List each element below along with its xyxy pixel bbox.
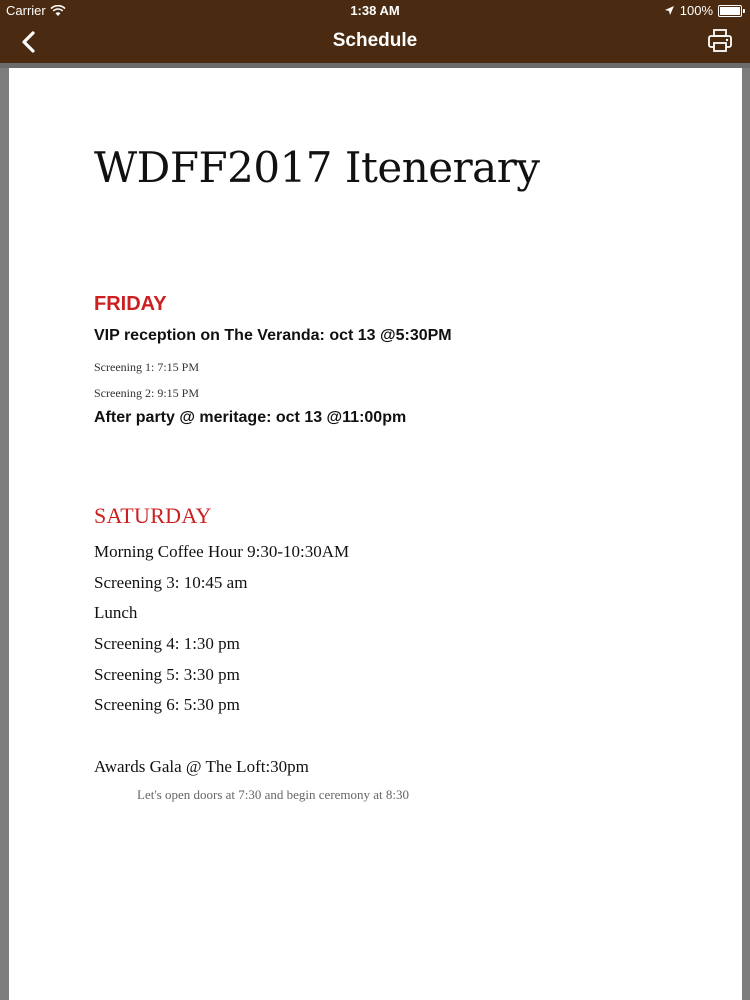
friday-item: Screening 2: 9:15 PM	[94, 386, 199, 400]
saturday-item: Screening 6: 5:30 pm	[94, 695, 240, 714]
printer-icon	[706, 27, 734, 55]
page-title: Schedule	[332, 30, 418, 51]
itinerary-document	[94, 143, 714, 802]
location-arrow-icon	[664, 5, 675, 16]
friday-item: After party @ meritage: oct 13 @11:00pm	[94, 409, 407, 426]
status-bar	[0, 0, 750, 20]
print-button[interactable]	[706, 27, 734, 55]
friday-item: Screening 1: 7:15 PM	[94, 360, 199, 374]
saturday-item: Screening 3: 10:45 am	[94, 573, 248, 592]
navigation-bar	[0, 20, 750, 63]
document-sheet[interactable]	[9, 68, 742, 1000]
saturday-item: Screening 4: 1:30 pm	[94, 634, 240, 653]
battery-icon	[718, 5, 742, 17]
document-title: WDFF2017 Itenerary	[94, 143, 540, 192]
status-right-group	[664, 3, 742, 18]
friday-heading: FRIDAY	[94, 293, 167, 315]
friday-item: VIP reception on The Veranda: oct 13 @5:30PM	[94, 327, 452, 344]
carrier-label: Carrier	[6, 3, 46, 18]
saturday-item: Lunch	[94, 603, 138, 622]
status-time: 1:38 AM	[350, 3, 400, 18]
gala-title: Awards Gala @ The Loft:30pm	[94, 757, 309, 776]
battery-percent: 100%	[679, 3, 713, 18]
saturday-item: Screening 5: 3:30 pm	[94, 665, 240, 684]
gala-note: Let's open doors at 7:30 and begin ceremony at 8:30	[137, 787, 410, 802]
saturday-item: Morning Coffee Hour 9:30-10:30AM	[94, 542, 350, 561]
saturday-heading: SATURDAY	[94, 503, 212, 528]
